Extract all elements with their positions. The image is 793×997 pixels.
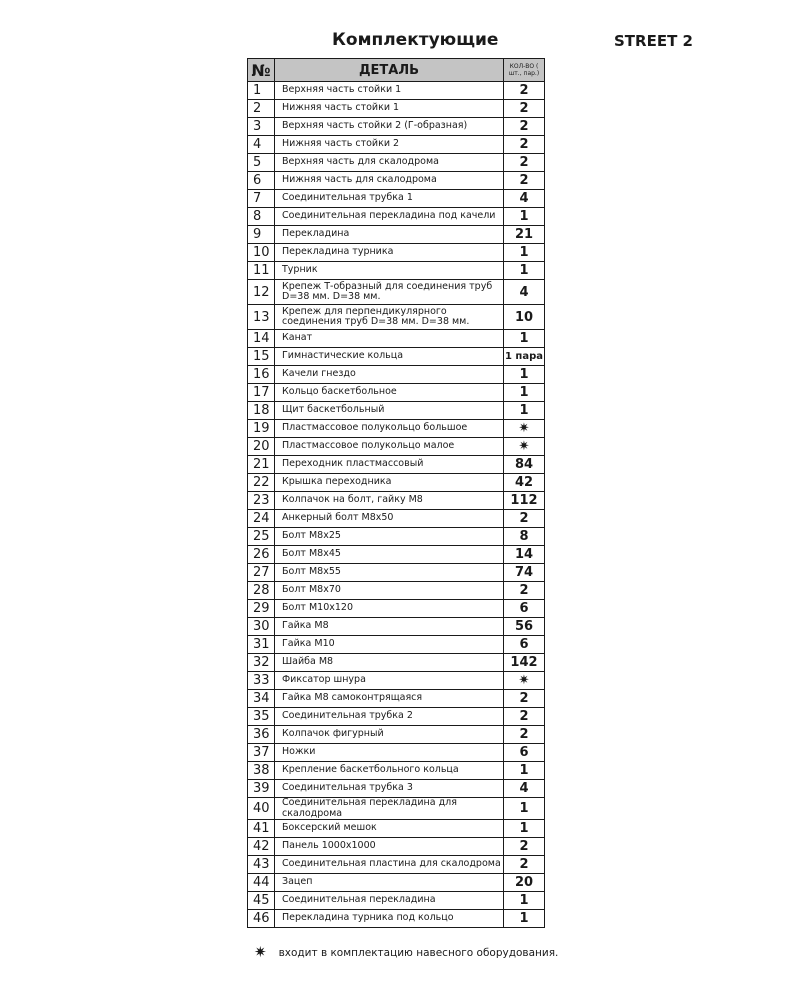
table-row xyxy=(248,226,545,244)
table-row xyxy=(248,672,545,690)
table-row xyxy=(248,510,545,528)
part-quantity: 2 xyxy=(504,856,545,874)
table-row xyxy=(248,856,545,874)
part-quantity: 2 xyxy=(504,582,545,600)
table-row xyxy=(248,402,545,420)
part-quantity: 112 xyxy=(504,492,545,510)
part-name: Нижняя часть для скалодрома xyxy=(275,172,504,190)
part-name: Шайба М8 xyxy=(275,654,504,672)
part-quantity: 1 xyxy=(504,910,545,928)
part-name: Соединительная пластина для скалодрома xyxy=(275,856,504,874)
part-number: 46 xyxy=(248,910,275,928)
part-name: Гайка М10 xyxy=(275,636,504,654)
part-number: 30 xyxy=(248,618,275,636)
part-number: 29 xyxy=(248,600,275,618)
part-quantity: 2 xyxy=(504,838,545,856)
part-quantity: 2 xyxy=(504,118,545,136)
part-name: Крепеж для перпендикулярного соединения труб D=38 мм. D=38 мм. xyxy=(275,305,504,330)
table-row xyxy=(248,438,545,456)
part-quantity: 1 xyxy=(504,366,545,384)
part-name: Пластмассовое полукольцо большое xyxy=(275,420,504,438)
table-row xyxy=(248,420,545,438)
table-row xyxy=(248,208,545,226)
table-row xyxy=(248,874,545,892)
part-name: Соединительная трубка 2 xyxy=(275,708,504,726)
part-name: Верхняя часть стойки 1 xyxy=(275,82,504,100)
table-row xyxy=(248,564,545,582)
part-name: Канат xyxy=(275,330,504,348)
part-quantity: 14 xyxy=(504,546,545,564)
table-row xyxy=(248,492,545,510)
part-number: 12 xyxy=(248,280,275,305)
part-number: 21 xyxy=(248,456,275,474)
part-name: Зацеп xyxy=(275,874,504,892)
quantity-column-header: КОЛ-ВО ( шт., пар.) xyxy=(504,59,545,82)
part-number: 11 xyxy=(248,262,275,280)
part-number: 17 xyxy=(248,384,275,402)
table-row xyxy=(248,456,545,474)
table-row xyxy=(248,100,545,118)
part-name: Соединительная трубка 1 xyxy=(275,190,504,208)
page-title: Комплектующие xyxy=(332,30,499,50)
table-row xyxy=(248,366,545,384)
part-number: 25 xyxy=(248,528,275,546)
part-name: Верхняя часть для скалодрома xyxy=(275,154,504,172)
part-number: 5 xyxy=(248,154,275,172)
part-number: 36 xyxy=(248,726,275,744)
table-row xyxy=(248,348,545,366)
table-row xyxy=(248,762,545,780)
table-row xyxy=(248,744,545,762)
part-number: 7 xyxy=(248,190,275,208)
part-number: 1 xyxy=(248,82,275,100)
part-number: 37 xyxy=(248,744,275,762)
part-quantity: 4 xyxy=(504,780,545,798)
part-name: Перекладина турника xyxy=(275,244,504,262)
part-number: 19 xyxy=(248,420,275,438)
table-row xyxy=(248,280,545,305)
table-row xyxy=(248,262,545,280)
part-name: Соединительная перекладина для скалодрома xyxy=(275,798,504,820)
part-name: Анкерный болт М8х50 xyxy=(275,510,504,528)
part-quantity: 1 xyxy=(504,402,545,420)
part-name: Болт М8х70 xyxy=(275,582,504,600)
part-name: Панель 1000х1000 xyxy=(275,838,504,856)
part-number: 45 xyxy=(248,892,275,910)
part-quantity: 2 xyxy=(504,726,545,744)
part-number: 33 xyxy=(248,672,275,690)
part-quantity: 6 xyxy=(504,636,545,654)
part-number: 23 xyxy=(248,492,275,510)
table-row xyxy=(248,910,545,928)
part-name: Гайка М8 самоконтрящаяся xyxy=(275,690,504,708)
part-name: Нижняя часть стойки 2 xyxy=(275,136,504,154)
part-number: 41 xyxy=(248,820,275,838)
part-quantity: ✷ xyxy=(504,438,545,456)
part-quantity: 142 xyxy=(504,654,545,672)
part-name: Пластмассовое полукольцо малое xyxy=(275,438,504,456)
part-quantity: 1 xyxy=(504,798,545,820)
part-number: 22 xyxy=(248,474,275,492)
part-quantity: 1 xyxy=(504,384,545,402)
part-name: Турник xyxy=(275,262,504,280)
part-name: Щит баскетбольный xyxy=(275,402,504,420)
part-name: Качели гнездо xyxy=(275,366,504,384)
part-quantity: 2 xyxy=(504,172,545,190)
part-number: 40 xyxy=(248,798,275,820)
table-row xyxy=(248,172,545,190)
part-quantity: 1 xyxy=(504,244,545,262)
part-quantity: 2 xyxy=(504,510,545,528)
footnote-text: входит в комплектацию навесного оборудования. xyxy=(278,947,559,959)
part-name: Болт М8х45 xyxy=(275,546,504,564)
part-number: 32 xyxy=(248,654,275,672)
part-number: 26 xyxy=(248,546,275,564)
table-row xyxy=(248,528,545,546)
parts-table xyxy=(247,58,545,928)
table-row xyxy=(248,708,545,726)
table-row xyxy=(248,136,545,154)
part-number: 9 xyxy=(248,226,275,244)
part-name: Крепление баскетбольного кольца xyxy=(275,762,504,780)
part-quantity: 8 xyxy=(504,528,545,546)
part-name: Болт М8х55 xyxy=(275,564,504,582)
part-name: Колпачок на болт, гайку М8 xyxy=(275,492,504,510)
table-row xyxy=(248,154,545,172)
part-number: 4 xyxy=(248,136,275,154)
table-row xyxy=(248,780,545,798)
table-row xyxy=(248,384,545,402)
table-row xyxy=(248,244,545,262)
table-row xyxy=(248,838,545,856)
part-name: Гимнастические кольца xyxy=(275,348,504,366)
table-row xyxy=(248,726,545,744)
part-number: 34 xyxy=(248,690,275,708)
part-quantity: 10 xyxy=(504,305,545,330)
table-row xyxy=(248,636,545,654)
part-number: 2 xyxy=(248,100,275,118)
part-quantity: 1 xyxy=(504,820,545,838)
table-row xyxy=(248,305,545,330)
part-name: Колпачок фигурный xyxy=(275,726,504,744)
part-name: Верхняя часть стойки 2 (Г-образная) xyxy=(275,118,504,136)
part-name: Перекладина xyxy=(275,226,504,244)
part-number: 42 xyxy=(248,838,275,856)
table-row xyxy=(248,190,545,208)
parts-table-body xyxy=(248,82,545,928)
part-quantity: 56 xyxy=(504,618,545,636)
part-quantity: ✷ xyxy=(504,420,545,438)
product-name: STREET 2 xyxy=(614,32,693,50)
part-name: Крышка переходника xyxy=(275,474,504,492)
table-row xyxy=(248,82,545,100)
part-name: Кольцо баскетбольное xyxy=(275,384,504,402)
table-row xyxy=(248,600,545,618)
part-number: 24 xyxy=(248,510,275,528)
footnote xyxy=(254,942,558,960)
part-quantity: 6 xyxy=(504,600,545,618)
part-quantity: 2 xyxy=(504,100,545,118)
part-name: Соединительная перекладина под качели xyxy=(275,208,504,226)
part-number: 20 xyxy=(248,438,275,456)
part-quantity: 1 xyxy=(504,762,545,780)
table-row xyxy=(248,330,545,348)
part-number: 44 xyxy=(248,874,275,892)
part-quantity: 42 xyxy=(504,474,545,492)
part-quantity: 4 xyxy=(504,190,545,208)
part-quantity: 21 xyxy=(504,226,545,244)
part-quantity: 1 xyxy=(504,262,545,280)
part-name: Перекладина турника под кольцо xyxy=(275,910,504,928)
part-quantity: 74 xyxy=(504,564,545,582)
part-name: Болт М8х25 xyxy=(275,528,504,546)
table-row xyxy=(248,582,545,600)
part-quantity: 2 xyxy=(504,690,545,708)
table-row xyxy=(248,892,545,910)
table-row xyxy=(248,118,545,136)
part-quantity: 4 xyxy=(504,280,545,305)
part-name: Нижняя часть стойки 1 xyxy=(275,100,504,118)
part-name: Крепеж Т-образный для соединения труб D=38 мм. D=38 мм. xyxy=(275,280,504,305)
part-number: 10 xyxy=(248,244,275,262)
table-header xyxy=(248,59,545,82)
table-row xyxy=(248,618,545,636)
table-row xyxy=(248,546,545,564)
part-number: 13 xyxy=(248,305,275,330)
part-quantity: 1 xyxy=(504,208,545,226)
part-quantity: 1 xyxy=(504,330,545,348)
part-quantity: 20 xyxy=(504,874,545,892)
part-quantity: 1 xyxy=(504,892,545,910)
part-number: 3 xyxy=(248,118,275,136)
asterisk-icon: ✷ xyxy=(254,943,267,961)
part-number: 18 xyxy=(248,402,275,420)
part-number: 38 xyxy=(248,762,275,780)
part-number: 27 xyxy=(248,564,275,582)
part-number: 16 xyxy=(248,366,275,384)
part-quantity: 2 xyxy=(504,154,545,172)
part-name: Болт М10х120 xyxy=(275,600,504,618)
part-quantity: 1 пара xyxy=(504,348,545,366)
part-quantity: 2 xyxy=(504,82,545,100)
part-number: 31 xyxy=(248,636,275,654)
part-number: 43 xyxy=(248,856,275,874)
part-column-header: ДЕТАЛЬ xyxy=(275,59,504,82)
table-row xyxy=(248,798,545,820)
table-row xyxy=(248,654,545,672)
part-name: Переходник пластмассовый xyxy=(275,456,504,474)
part-number: 14 xyxy=(248,330,275,348)
part-number: 35 xyxy=(248,708,275,726)
part-name: Соединительная трубка 3 xyxy=(275,780,504,798)
part-name: Гайка М8 xyxy=(275,618,504,636)
part-number: 39 xyxy=(248,780,275,798)
part-quantity: ✷ xyxy=(504,672,545,690)
part-quantity: 2 xyxy=(504,708,545,726)
table-row xyxy=(248,474,545,492)
table-row xyxy=(248,820,545,838)
part-name: Боксерский мешок xyxy=(275,820,504,838)
part-name: Фиксатор шнура xyxy=(275,672,504,690)
part-quantity: 2 xyxy=(504,136,545,154)
number-column-header: № xyxy=(248,59,275,82)
table-row xyxy=(248,690,545,708)
part-name: Ножки xyxy=(275,744,504,762)
part-quantity: 6 xyxy=(504,744,545,762)
part-number: 28 xyxy=(248,582,275,600)
part-quantity: 84 xyxy=(504,456,545,474)
part-number: 6 xyxy=(248,172,275,190)
part-number: 15 xyxy=(248,348,275,366)
part-name: Соединительная перекладина xyxy=(275,892,504,910)
part-number: 8 xyxy=(248,208,275,226)
